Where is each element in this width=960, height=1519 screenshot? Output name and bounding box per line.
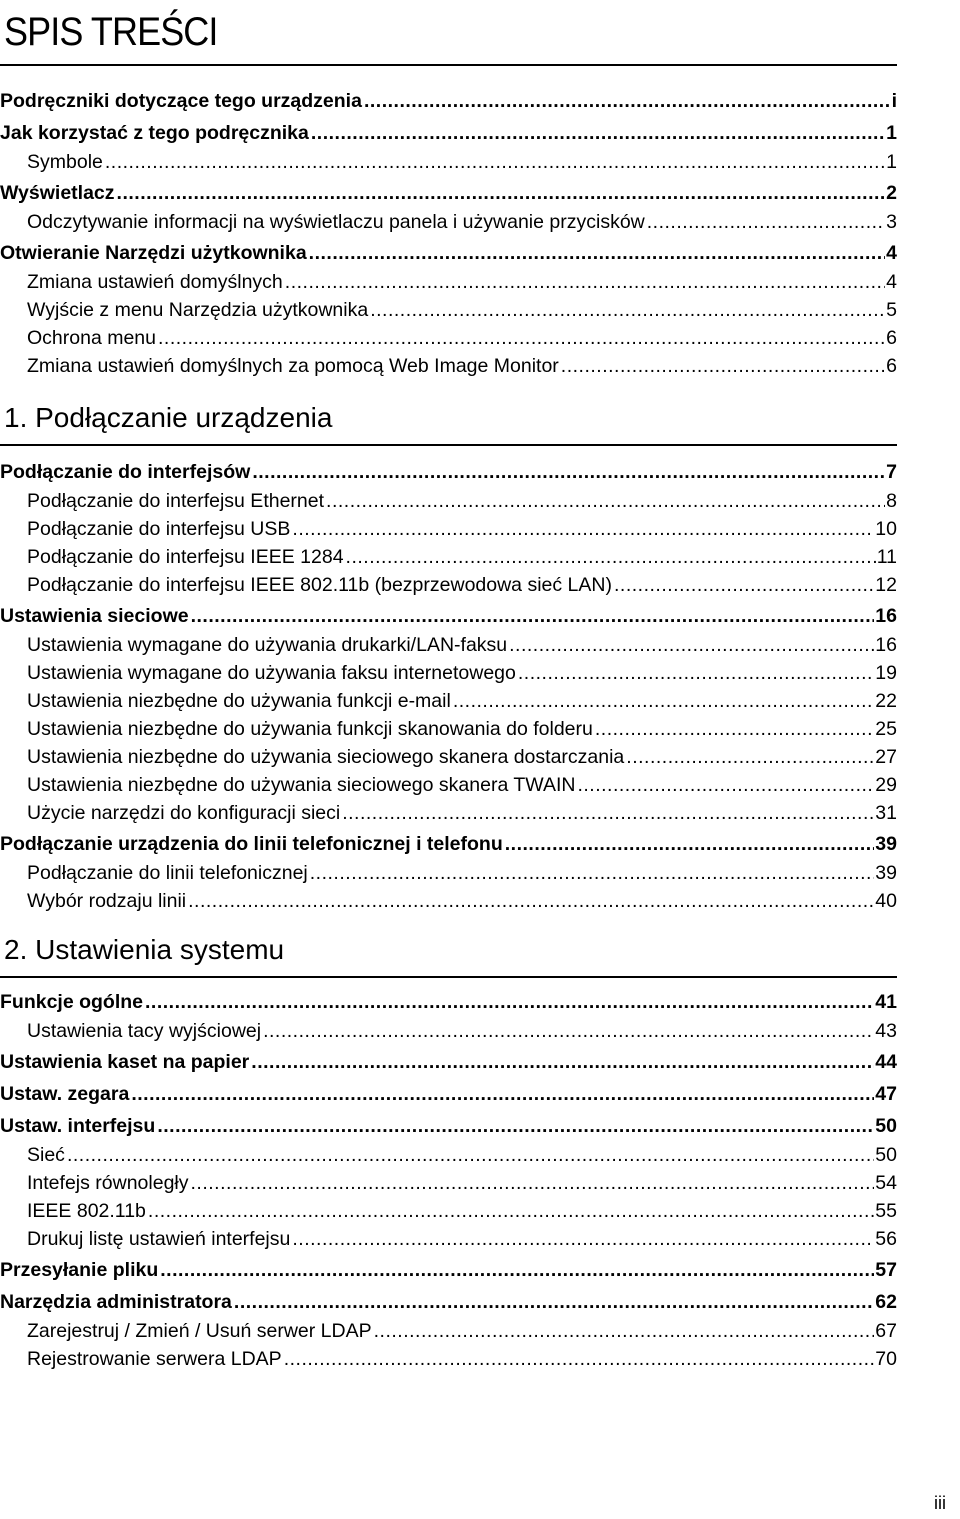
toc-page-number: 25 [875, 718, 897, 740]
toc-page-number: 16 [875, 634, 897, 656]
toc-entry-title: Ustawienia sieciowe [0, 605, 189, 627]
toc-subsection-entry[interactable] [0, 352, 897, 380]
toc-entry-title: Funkcje ogólne [0, 991, 144, 1013]
toc-dot-leader [626, 743, 874, 771]
toc-subsection-entry[interactable] [0, 1141, 897, 1169]
toc-entry-title: Ustawienia wymagane do używania drukarki/LAN-faksu [27, 634, 508, 656]
toc-subsection-entry[interactable] [0, 324, 897, 352]
toc-dot-leader [234, 1285, 874, 1319]
chapter-2-divider [0, 976, 897, 978]
toc-dot-leader [326, 487, 885, 515]
toc-subsection-entry[interactable] [0, 631, 897, 659]
toc-page-number: 31 [875, 802, 897, 824]
toc-page-number: 43 [875, 1020, 897, 1042]
toc-subsection-entry[interactable] [0, 296, 897, 324]
toc-entry-title: Ustaw. zegara [0, 1083, 130, 1105]
toc-entry-title: Symbole [27, 151, 103, 173]
toc-dot-leader [160, 1253, 874, 1287]
toc-dot-leader [292, 515, 874, 543]
toc-page-number: 41 [875, 991, 897, 1013]
chapter-1-divider [0, 444, 897, 446]
toc-subsection-entry[interactable] [0, 687, 897, 715]
toc-entry-title: Podłączanie urządzenia do linii telefonicznej i telefonu [0, 833, 503, 855]
toc-section-entry[interactable] [0, 985, 897, 1017]
toc-dot-leader [453, 687, 874, 715]
toc-page-number: 1 [886, 151, 897, 173]
toc-entry-title: Ustawienia wymagane do używania faksu internetowego [27, 662, 516, 684]
toc-section-entry[interactable] [0, 1109, 897, 1141]
toc-page-number: 62 [875, 1291, 897, 1313]
toc-entry-title: Ochrona menu [27, 327, 156, 349]
toc-page-number: 50 [875, 1144, 897, 1166]
toc-entry-title: Ustawienia niezbędne do używania funkcji skanowania do folderu [27, 718, 593, 740]
toc-page-number: 8 [886, 490, 897, 512]
toc-dot-leader [191, 599, 875, 633]
toc-section-entry[interactable] [0, 1253, 897, 1285]
toc-dot-leader [145, 985, 874, 1019]
toc-section-entry[interactable] [0, 236, 897, 268]
toc-page-number: 10 [875, 518, 897, 540]
toc-section-entry[interactable] [0, 176, 897, 208]
toc-page-number: 54 [875, 1172, 897, 1194]
toc-page-number: 7 [886, 461, 897, 483]
toc-page-number: i [891, 90, 897, 112]
toc-dot-leader [292, 1225, 874, 1253]
toc-entry-title: Otwieranie Narzędzi użytkownika [0, 242, 307, 264]
toc-page-number: 39 [875, 833, 897, 855]
toc-subsection-entry[interactable] [0, 799, 897, 827]
toc-entry-title: Wybór rodzaju linii [27, 890, 187, 912]
toc-subsection-entry[interactable] [0, 148, 897, 176]
toc-section-entry[interactable] [0, 116, 897, 148]
page-number: iii [934, 1493, 946, 1513]
toc-subsection-entry[interactable] [0, 1197, 897, 1225]
toc-dot-leader [251, 1045, 874, 1079]
toc-section-entry[interactable] [0, 1285, 897, 1317]
toc-dot-leader [346, 543, 876, 571]
toc-dot-leader [148, 1197, 874, 1225]
toc-dot-leader [647, 208, 885, 236]
toc-entry-title: Ustawienia niezbędne do używania sieciowego skanera dostarczania [27, 746, 625, 768]
toc-entry-title: Rejestrowanie serwera LDAP [27, 1348, 282, 1370]
toc-subsection-entry[interactable] [0, 515, 897, 543]
toc-dot-leader [309, 236, 885, 270]
toc-subsection-entry[interactable] [0, 1225, 897, 1253]
toc-page-number: 6 [886, 327, 897, 349]
toc-page-number: 3 [886, 211, 897, 233]
toc-dot-leader [285, 268, 885, 296]
toc-dot-leader [518, 659, 874, 687]
toc-dot-leader [252, 455, 885, 489]
toc-front-matter [0, 84, 897, 380]
toc-dot-leader [191, 1169, 875, 1197]
toc-page-number: 4 [886, 271, 897, 293]
toc-page-number: 6 [886, 355, 897, 377]
toc-subsection-entry[interactable] [0, 487, 897, 515]
title-divider [0, 64, 897, 66]
toc-page-number: 22 [875, 690, 897, 712]
toc-entry-title: Ustawienia kaset na papier [0, 1051, 250, 1073]
toc-entry-title: Podłączanie do interfejsów [0, 461, 251, 483]
toc-dot-leader [370, 296, 885, 324]
toc-subsection-entry[interactable] [0, 743, 897, 771]
chapter-1-heading: 1. Podłączanie urządzenia [4, 402, 333, 433]
toc-subsection-entry[interactable] [0, 208, 897, 236]
toc-page-number: 67 [875, 1320, 897, 1342]
toc-entry-title: Jak korzystać z tego podręcznika [0, 122, 309, 144]
toc-section-entry[interactable] [0, 1077, 897, 1109]
toc-section-entry[interactable] [0, 84, 897, 116]
toc-section-entry[interactable] [0, 827, 897, 859]
toc-page-number: 50 [875, 1115, 897, 1137]
toc-dot-leader [131, 1077, 874, 1111]
toc-dot-leader [284, 1345, 875, 1373]
toc-page-number: 4 [886, 242, 897, 264]
toc-page-number: 47 [875, 1083, 897, 1105]
toc-subsection-entry[interactable] [0, 268, 897, 296]
toc-page-number: 1 [886, 122, 897, 144]
toc-subsection-entry[interactable] [0, 1169, 897, 1197]
toc-section-entry[interactable] [0, 599, 897, 631]
toc-chapter-2 [0, 985, 897, 1373]
toc-subsection-entry[interactable] [0, 659, 897, 687]
toc-entry-title: Podłączanie do linii telefonicznej [27, 862, 308, 884]
toc-dot-leader [311, 116, 885, 150]
toc-dot-leader [614, 571, 874, 599]
toc-dot-leader [263, 1017, 874, 1045]
toc-subsection-entry[interactable] [0, 715, 897, 743]
toc-entry-title: Drukuj listę ustawień interfejsu [27, 1228, 291, 1250]
toc-page-number: 11 [876, 546, 897, 568]
toc-entry-title: Podłączanie do interfejsu IEEE 802.11b (bezprzewodowa sieć LAN) [27, 574, 612, 596]
toc-dot-leader [105, 148, 885, 176]
toc-entry-title: Podłączanie do interfejsu Ethernet [27, 490, 325, 512]
toc-subsection-entry[interactable] [0, 859, 897, 887]
toc-entry-title: Sieć [27, 1144, 65, 1166]
toc-subsection-entry[interactable] [0, 543, 897, 571]
toc-entry-title: Użycie narzędzi do konfiguracji sieci [27, 802, 341, 824]
toc-page-number: 19 [875, 662, 897, 684]
toc-subsection-entry[interactable] [0, 1017, 897, 1045]
toc-entry-title: Intefejs równoległy [27, 1172, 189, 1194]
toc-entry-title: Wyjście z menu Narzędzia użytkownika [27, 299, 369, 321]
toc-dot-leader [561, 352, 885, 380]
toc-dot-leader [342, 799, 874, 827]
toc-dot-leader [188, 887, 874, 915]
toc-page-number: 57 [875, 1259, 897, 1281]
chapter-2-heading: 2. Ustawienia systemu [4, 934, 285, 965]
toc-page-number: 70 [875, 1348, 897, 1370]
toc-subsection-entry[interactable] [0, 771, 897, 799]
toc-entry-title: IEEE 802.11b [27, 1200, 146, 1222]
toc-section-entry[interactable] [0, 455, 897, 487]
toc-page-number: 55 [875, 1200, 897, 1222]
toc-entry-title: Przesyłanie pliku [0, 1259, 159, 1281]
toc-dot-leader [310, 859, 875, 887]
toc-entry-title: Ustawienia niezbędne do używania funkcji e-mail [27, 690, 451, 712]
toc-page-number: 16 [875, 605, 897, 627]
toc-dot-leader [374, 1317, 875, 1345]
toc-dot-leader [505, 827, 875, 861]
toc-entry-title: Podłączanie do interfejsu IEEE 1284 [27, 546, 344, 568]
toc-entry-title: Odczytywanie informacji na wyświetlaczu panela i używanie przycisków [27, 211, 645, 233]
toc-page-number: 39 [875, 862, 897, 884]
toc-entry-title: Ustaw. interfejsu [0, 1115, 156, 1137]
toc-entry-title: Wyświetlacz [0, 182, 115, 204]
toc-entry-title: Zmiana ustawień domyślnych za pomocą Web Image Monitor [27, 355, 559, 377]
toc-page-number: 40 [875, 890, 897, 912]
toc-entry-title: Narzędzia administratora [0, 1291, 232, 1313]
toc-dot-leader [158, 324, 885, 352]
toc-page-number: 5 [886, 299, 897, 321]
toc-page-number: 2 [886, 182, 897, 204]
toc-subsection-entry[interactable] [0, 1345, 897, 1373]
toc-entry-title: Ustawienia niezbędne do używania sieciowego skanera TWAIN [27, 774, 576, 796]
toc-entry-title: Podręczniki dotyczące tego urządzenia [0, 90, 362, 112]
toc-dot-leader [577, 771, 874, 799]
toc-page-number: 27 [875, 746, 897, 768]
toc-subsection-entry[interactable] [0, 1317, 897, 1345]
toc-dot-leader [157, 1109, 874, 1143]
toc-subsection-entry[interactable] [0, 887, 897, 915]
toc-page-number: 29 [875, 774, 897, 796]
toc-dot-leader [364, 84, 891, 118]
toc-dot-leader [117, 176, 886, 210]
toc-dot-leader [595, 715, 874, 743]
toc-entry-title: Ustawienia tacy wyjściowej [27, 1020, 262, 1042]
page-title: SPIS TREŚCI [4, 10, 218, 54]
toc-page-number: 12 [875, 574, 897, 596]
toc-entry-title: Podłączanie do interfejsu USB [27, 518, 291, 540]
toc-page-number: 56 [875, 1228, 897, 1250]
toc-entry-title: Zarejestruj / Zmień / Usuń serwer LDAP [27, 1320, 372, 1342]
toc-dot-leader [67, 1141, 874, 1169]
toc-page-number: 44 [875, 1051, 897, 1073]
toc-section-entry[interactable] [0, 1045, 897, 1077]
toc-chapter-1 [0, 455, 897, 915]
toc-entry-title: Zmiana ustawień domyślnych [27, 271, 283, 293]
toc-dot-leader [509, 631, 874, 659]
toc-subsection-entry[interactable] [0, 571, 897, 599]
